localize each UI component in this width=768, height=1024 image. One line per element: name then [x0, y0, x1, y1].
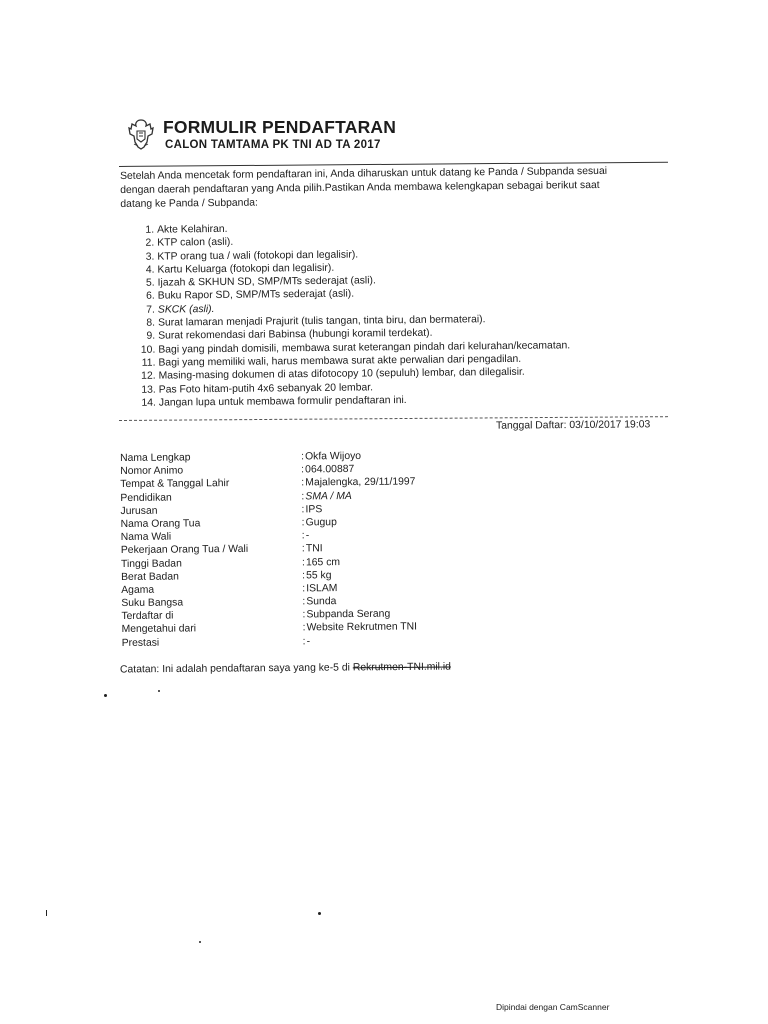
- field-separator: :: [301, 530, 305, 542]
- field-value: 55 kg: [306, 569, 332, 582]
- list-item-text: Surat rekomendasi dari Babinsa (hubungi koramil terdekat).: [158, 328, 433, 342]
- field-value: SMA / MA: [305, 490, 352, 502]
- field-label: Jurusan: [120, 505, 158, 517]
- registration-note: [120, 662, 451, 676]
- field-value: 165 cm: [305, 556, 341, 568]
- list-item-text: Buku Rapor SD, SMP/MTs sederajat (asli).: [157, 289, 355, 303]
- field-value: ISLAM: [306, 582, 338, 595]
- field-separator: :: [302, 622, 306, 634]
- field-value: TNI: [305, 543, 323, 555]
- scan-speck: [104, 694, 107, 697]
- field-value: Gugup: [305, 517, 337, 529]
- field-label: Suku Bangsa: [121, 597, 184, 610]
- list-item-number: 1.: [145, 224, 155, 236]
- list-item-text: Masing-masing dokumen di atas difotocopy 10 (sepuluh) lembar, dan dilegalisir.: [158, 367, 525, 382]
- list-item-number: 9.: [146, 331, 156, 343]
- field-value: Sunda: [306, 596, 337, 608]
- field-label: Nomor Animo: [120, 465, 184, 478]
- list-item-number: 7.: [146, 304, 155, 316]
- field-separator: :: [301, 451, 304, 463]
- field-label: Pendidikan: [120, 492, 172, 504]
- list-item-text: SKCK (asli).: [157, 303, 215, 316]
- list-item-number: 5.: [145, 277, 155, 289]
- field-separator: :: [302, 596, 306, 608]
- note-text: Catatan: Ini adalah pendaftaran saya yang ke-5 di: [119, 662, 353, 676]
- list-item-text: Akte Kelahiran.: [157, 223, 228, 236]
- field-separator: :: [301, 490, 305, 502]
- form-subtitle: CALON TAMTAMA PK TNI AD TA 2017: [165, 139, 381, 151]
- field-separator: :: [302, 609, 306, 621]
- list-item-number: 2.: [145, 237, 155, 250]
- field-label: Berat Badan: [121, 571, 179, 583]
- field-label: Prestasi: [121, 637, 160, 649]
- form-title: FORMULIR PENDAFTARAN: [163, 117, 397, 137]
- field-separator: :: [301, 543, 305, 555]
- field-value: Okfa Wijoyo: [305, 450, 362, 463]
- field-label: Nama Wali: [120, 531, 172, 544]
- field-label: Agama: [121, 584, 155, 596]
- list-item-text: Ijazah & SKHUN SD, SMP/MTs sederajat (asli).: [157, 275, 376, 289]
- intro-line: datang ke Panda / Subpanda:: [120, 197, 258, 210]
- list-item-text: KTP orang tua / wali (fotokopi dan legalisir).: [157, 249, 359, 263]
- list-item-number: 12.: [141, 370, 156, 383]
- field-label: Terdaftar di: [121, 610, 174, 623]
- list-item-text: Surat lamaran menjadi Prajurit (tulis tangan, tinta biru, dan bermaterai).: [157, 314, 486, 329]
- garuda-emblem-icon: [126, 117, 156, 151]
- list-item-number: 13.: [141, 384, 156, 396]
- field-value: Subpanda Serang: [306, 608, 391, 621]
- list-item-text: Bagi yang pindah domisili, membawa surat keterangan pindah dari kelurahan/kecamatan.: [158, 339, 571, 356]
- field-separator: :: [301, 477, 305, 489]
- list-item-text: Pas Foto hitam-putih 4x6 sebanyak 20 lembar.: [158, 381, 374, 396]
- field-label: Pekerjaan Orang Tua / Wali: [120, 544, 249, 557]
- note-site: Rekrutmen-TNI.mil.id: [352, 661, 451, 674]
- list-item-text: Kartu Keluarga (fotokopi dan legalisir).: [157, 262, 335, 276]
- list-item-number: 11.: [141, 357, 156, 369]
- list-item-text: Jangan lupa untuk membawa formulir pendaftaran ini.: [158, 394, 407, 409]
- field-separator: :: [301, 556, 305, 568]
- field-separator: :: [301, 504, 305, 516]
- scan-speck: [318, 912, 321, 915]
- intro-line: Setelah Anda mencetak form pendaftaran ini, Anda diharuskan untuk datang ke Panda / Subpanda sesuai: [120, 165, 608, 182]
- field-label: Tinggi Badan: [120, 557, 182, 570]
- field-value: IPS: [305, 503, 323, 516]
- registration-date: Tanggal Daftar: 03/10/2017 19:03: [495, 419, 651, 432]
- applicant-details: [120, 448, 542, 649]
- field-label: Tempat & Tanggal Lahir: [120, 478, 230, 491]
- field-value: Majalengka, 29/11/1997: [305, 476, 416, 489]
- intro-paragraph: [120, 164, 672, 212]
- intro-line: dengan daerah pendaftaran yang Anda pilih.Pastikan Anda membawa kelengkapan sebagai berikut saat: [120, 179, 600, 196]
- scan-speck: [199, 941, 201, 943]
- list-item-text: Bagi yang memiliki wali, harus membawa surat akte perwalian dari pengadilan.: [158, 353, 522, 369]
- field-separator: :: [301, 517, 305, 529]
- requirements-list: [120, 218, 682, 410]
- field-separator: :: [302, 570, 306, 582]
- field-label: Nama Orang Tua: [120, 518, 201, 530]
- field-value: Website Rekrutmen TNI: [306, 621, 418, 634]
- field-label: Nama Lengkap: [120, 452, 191, 464]
- scan-speck: [158, 690, 160, 692]
- field-row: [122, 633, 542, 650]
- list-item-number: 3.: [145, 251, 155, 263]
- list-item-number: 8.: [146, 317, 156, 329]
- list-item-number: 6.: [146, 291, 155, 303]
- field-separator: :: [302, 636, 306, 648]
- list-item-text: KTP calon (asli).: [157, 237, 234, 249]
- field-separator: :: [302, 583, 306, 595]
- list-item-number: 14.: [141, 397, 156, 409]
- field-value: -: [306, 635, 311, 648]
- field-value: -: [305, 530, 310, 542]
- scan-speck: [46, 910, 47, 916]
- list-item-number: 10.: [140, 344, 156, 356]
- scanner-watermark: Dipindai dengan CamScanner: [496, 1002, 610, 1012]
- field-value: 064.00887: [305, 464, 355, 476]
- list-item-number: 4.: [145, 264, 155, 276]
- field-separator: :: [301, 464, 305, 476]
- field-label: Mengetahui dari: [121, 623, 197, 636]
